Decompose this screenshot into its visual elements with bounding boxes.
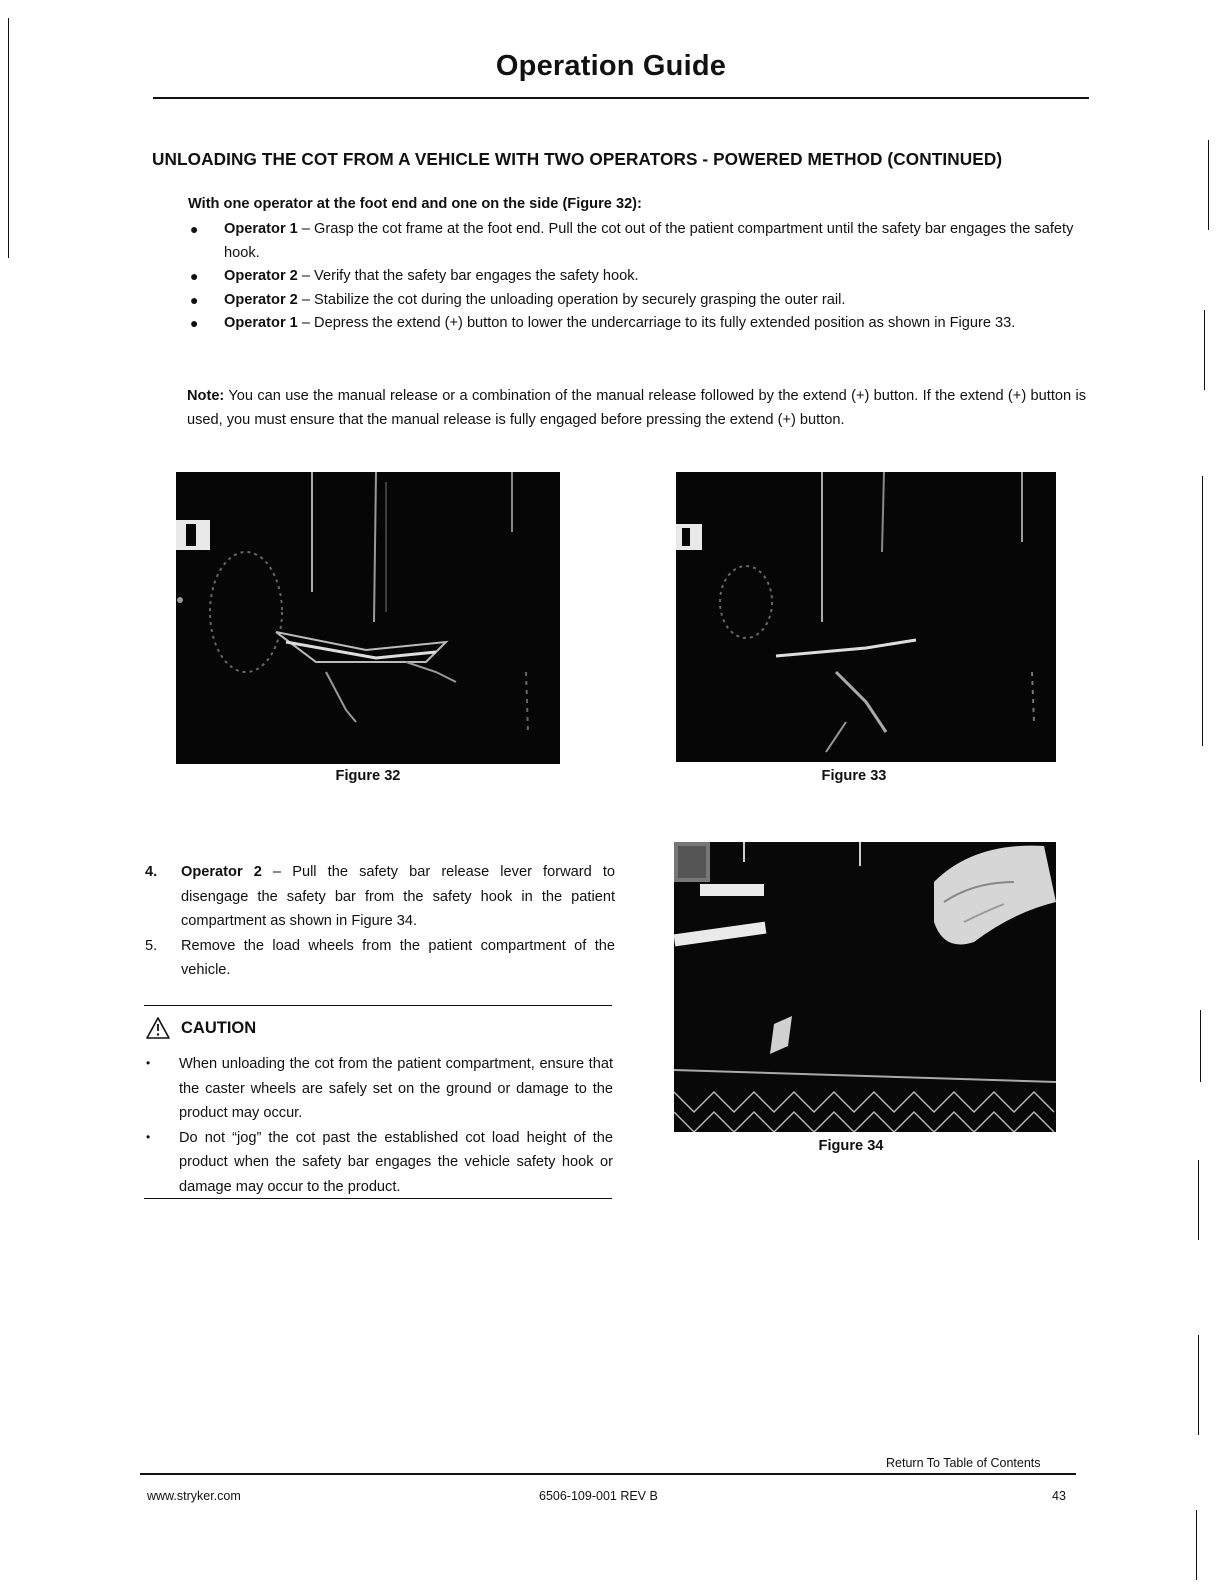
footer-rule <box>140 1473 1076 1475</box>
bullet-icon: ● <box>190 315 199 331</box>
scan-edge-line <box>1198 1335 1199 1435</box>
scan-edge-line <box>1200 1010 1201 1082</box>
header-rule <box>153 97 1089 99</box>
scan-edge-line <box>1202 476 1203 746</box>
note-label: Note: <box>187 388 225 404</box>
intro-text: With one operator at the foot end and one on the side (Figure 32): <box>188 196 642 212</box>
step-text: – Pull the safety bar release lever forward to disengage the safety bar from the safety hook in the patient compartment as shown in Figure 34. <box>181 864 615 929</box>
caution-heading <box>145 1016 256 1040</box>
caution-list <box>145 1052 613 1199</box>
operator-bullet-list <box>188 218 1088 336</box>
figure-32-photo <box>176 472 560 764</box>
caution-text: Do not “jog” the cot past the established cot load height of the product when the safety bar engages the vehicle safety hook or damage may occur to the product. <box>179 1129 613 1195</box>
operator-label: Operator 2 <box>224 291 298 308</box>
figure-32-caption: Figure 32 <box>335 768 401 784</box>
operator-label: Operator 1 <box>224 315 298 331</box>
caution-bottom-rule <box>144 1198 612 1199</box>
bullet-text: – Grasp the cot frame at the foot end. Pull the cot out of the patient compartment until the safety bar engages the safety hook. <box>224 221 1074 261</box>
bullet-icon: ● <box>190 221 199 237</box>
list-item <box>188 218 1088 265</box>
operator-label: Operator 1 <box>224 221 298 237</box>
caution-text: When unloading the cot from the patient compartment, ensure that the caster wheels are safely set on the ground or damage to the product may occur. <box>179 1056 613 1121</box>
list-item <box>188 312 1088 336</box>
footer-page-number: 43 <box>1052 1489 1066 1503</box>
step-number: 5. <box>145 937 158 954</box>
list-item <box>145 1126 613 1200</box>
note-text: You can use the manual release or a combination of the manual release followed by the extend (+) button. If the extend (+) button is used, you must ensure that the manual release is fully engaged before pressing the extend (+) button. <box>187 388 1086 428</box>
section-heading: UNLOADING THE COT FROM A VEHICLE WITH TWO OPERATORS - POWERED METHOD (CONTINUED) <box>152 149 1003 169</box>
bullet-icon: ● <box>190 291 199 308</box>
step-text: Remove the load wheels from the patient compartment of the vehicle. <box>181 937 615 978</box>
steps-list <box>145 860 615 983</box>
scan-edge-line <box>1204 310 1205 390</box>
warning-triangle-icon <box>145 1016 171 1040</box>
footer-website[interactable]: www.stryker.com <box>147 1489 241 1503</box>
return-to-toc-link[interactable]: Return To Table of Contents <box>886 1456 1041 1470</box>
figure-33-photo <box>676 472 1056 762</box>
operator-label: Operator 2 <box>224 268 298 284</box>
caution-label: CAUTION <box>181 1018 257 1037</box>
scan-edge-line <box>1208 140 1209 230</box>
list-item <box>145 860 615 934</box>
list-item <box>188 289 1088 313</box>
scan-edge-line <box>1198 1160 1199 1240</box>
bullet-text: – Depress the extend (+) button to lower the undercarriage to its fully extended position as shown in Figure 33. <box>297 315 1016 331</box>
step-number: 4. <box>145 864 158 880</box>
bullet-text: – Stabilize the cot during the unloading operation by securely grasping the outer rail. <box>297 291 846 308</box>
scan-edge-line <box>1196 1510 1197 1580</box>
bullet-icon: • <box>146 1056 151 1070</box>
list-item <box>188 265 1088 289</box>
figure-34-photo <box>674 842 1056 1132</box>
bullet-text: – Verify that the safety bar engages the safety hook. <box>297 268 639 284</box>
list-item <box>145 934 615 983</box>
bullet-icon: • <box>146 1129 151 1144</box>
figure-33-caption: Figure 33 <box>821 768 887 784</box>
bullet-icon: ● <box>190 268 199 284</box>
figure-34-caption: Figure 34 <box>818 1138 884 1154</box>
caution-top-rule <box>144 1005 612 1006</box>
list-item <box>145 1052 613 1126</box>
operator-label: Operator 2 <box>181 864 262 880</box>
page-title: Operation Guide <box>495 50 727 82</box>
footer-doc-number: 6506-109-001 REV B <box>539 1489 658 1503</box>
note-paragraph <box>187 385 1086 432</box>
